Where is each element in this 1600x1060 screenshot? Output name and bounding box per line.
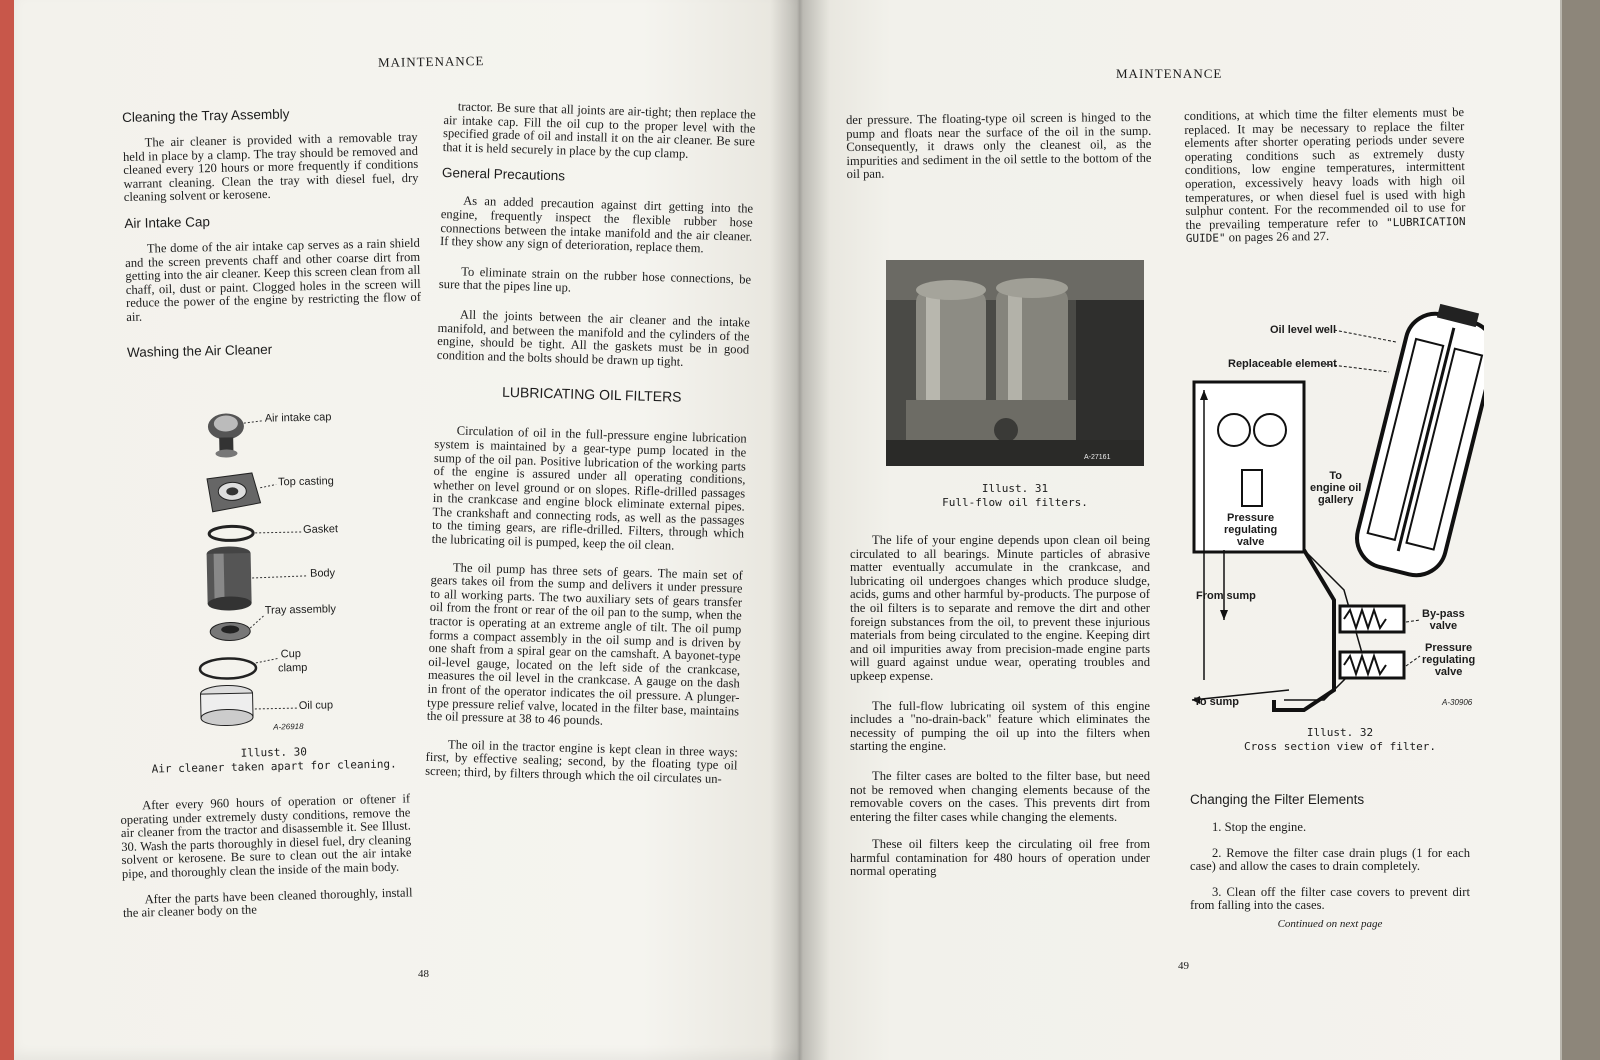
paragraph-tray <box>123 131 419 205</box>
paragraph-circulation: Circulation of oil in the full-pressure engine lubrication system is maintained by a gear-type pump located in the sump of the oil pan. Positive lubrication of the working parts of the engine is assured under all operating conditions, whether on level ground or on slopes. Rifle-drilled passages in the crankcase and engine block eliminate external pipes. The crankshaft and connecting rods, as well as the passages to the timing gears, are rifle-drilled. Filters, through which the lubricating oil is pumped, keep the oil clean. <box>431 423 747 553</box>
photo-full-flow-oil-filters <box>886 260 1144 466</box>
right-column-2-lower <box>1190 792 1470 930</box>
illustration-caption-text: Full-flow oil filters. <box>942 496 1088 509</box>
diagram-ref-number: A-30906 <box>1442 698 1473 707</box>
label-pressure-regulating-valve-lower <box>1422 642 1475 678</box>
paragraph-480-hours: These oil filters keep the circulating oil free from harmful contamination for 480 hours of operation under normal operating <box>850 837 1150 879</box>
section-heading-changing-filter-elements: Changing the Filter Elements <box>1190 792 1365 807</box>
label-line: To <box>1329 470 1342 482</box>
conditions-text: conditions, at which time the filter elements must be replaced. It may be necessary to replace the filter elements after shorter operating periods under severe operating conditions such as extremely dusty conditions, low engine temperatures, intermittent operation, excessively heavy loads with high oil temperatures, or when diesel fuel is used with high sulphur content. For the recommended oil to use for the prevailing temperature refer to <box>1183 105 1466 232</box>
paragraph-cap <box>125 237 422 325</box>
part-label-cup: Cup <box>280 647 302 661</box>
label-line: valve <box>1236 536 1265 548</box>
paragraph-text: The air cleaner is provided with a removable tray held in place by a clamp. The tray should be removed and cleaned every 120 hours or more frequently if conditions warrant cleaning. Clean the tray with diesel fuel, dry cleaning solvent or kerosene. <box>122 129 419 205</box>
label-line: valve <box>1429 620 1458 632</box>
pages-reference: on pages 26 and 27. <box>1228 229 1330 245</box>
page-header: MAINTENANCE <box>1116 66 1223 81</box>
part-label-clamp: clamp <box>277 661 308 675</box>
section-heading-lubricating-oil-filters: LUBRICATING OIL FILTERS <box>501 384 682 406</box>
paragraph-under-pressure: der pressure. The floating-type oil screen is hinged to the pump and floats near the surface of the oil in the sump. Consequently, it draws only the cleanest oil, as the impurities and sediment in the oil settle to the bottom of the oil pan. <box>845 109 1152 182</box>
paragraph-strain: To eliminate strain on the rubber hose connections, be sure that the pipes line up. <box>438 264 752 295</box>
part-label-tray-assembly: Tray assembly <box>264 603 337 617</box>
paragraph-tractor: tractor. Be sure that all joints are air-tight; then replace the air intake cap. Fill the oil cup to the proper level with the specified grade of oil and install it on the air cleaner. Be sure that it is held securely in place by the cup clamp. <box>442 99 756 161</box>
step-3: 3. Clean off the filter case covers to prevent dirt from falling into the cases. <box>1190 884 1470 913</box>
page-48 <box>14 0 800 1060</box>
page-number: 48 <box>418 968 429 980</box>
lubrication-guide-reference: "LUBRICATION GUIDE" <box>1185 214 1466 246</box>
part-label-body: Body <box>309 567 336 580</box>
step-2: 2. Remove the filter case drain plugs (1 for each case) and allow the cases to drain completely. <box>1190 845 1470 874</box>
illustration-caption-text: Air cleaner taken apart for cleaning. <box>151 757 397 776</box>
left-column-2 <box>425 100 756 798</box>
paragraph-after-cleaned: After the parts have been cleaned thoroughly, install the air cleaner body on the <box>122 884 413 921</box>
paragraph-text: The dome of the air intake cap serves as a rain shield and the screen prevents chaff and other coarse dirt from getting into the air cleaner. Keep this screen clean from all chaff, oil, dust or paint. Clogged holes in the screen will reduce the power of the engine by restricting the flow of air. <box>125 235 422 324</box>
paragraph-joints: All the joints between the air cleaner and the intake manifold, and between the manifold and the cylinders of the engine, should be tight. All the gaskets must be in good condition and the bolts should be drawn up tight. <box>436 307 751 369</box>
paragraph-oil-pump: The oil pump has three sets of gears. The main set of gears takes oil from the sump and delivers it under pressure to all working parts. The two auxiliary sets of gears transfer oil from the front or rear of the oil pan to the sump, when the tractor is operating at an extreme angle of tilt. The oil pump forms a compact assembly in the oil sump and is driven by one shaft from a spiral gear on the camshaft. A bayonet-type oil-level gauge, located on the left side of the crankcase, measures the oil level in the crankcase. A gauge on the dash in front of the operator indicates the oil pressure. A plunger-type pressure relief valve, located in the filter base, maintains the oil pressure at 38 to 46 pounds. <box>426 560 744 728</box>
illustration-number: Illust. 31 <box>981 482 1049 495</box>
air-cleaner-exploded-illustration <box>180 390 417 755</box>
left-column-1-lower <box>120 792 413 931</box>
booklet-right-edge <box>1556 0 1600 1060</box>
label-replaceable-element: Replaceable element <box>1228 358 1337 370</box>
part-label-oil-cup: Oil cup <box>298 699 334 713</box>
label-by-pass-valve <box>1422 608 1465 632</box>
label-from-sump: From sump <box>1196 590 1256 602</box>
section-heading-washing: Washing the Air Cleaner <box>126 341 273 360</box>
paragraph-life-of-engine: The life of your engine depends upon clean oil being circulated to all bearings. Minute particles of abrasive matter eventually accumulate in the crankcase, and lubricating oil undergoes changes which produce sludge, acids, gums and other harmful by-products. The purpose of the oil filters is to separate and remove the dirt and other foreign substances from the oil, to prevent these injurious materials from being circulated to the engine. Keeping dirt and oil impurities away from precision-made engine parts will guard against undue wear, operating troubles and upkeep expense. <box>850 533 1150 683</box>
section-heading-air-intake-cap: Air Intake Cap <box>124 214 211 231</box>
paragraph-filter-cases: The filter cases are bolted to the filter base, but need not be removed when changing elements because of the removable covers on the cases. This prevents dirt from entering the filter cases while changing the elements. <box>850 768 1150 824</box>
illustration-caption-text: Cross section view of filter. <box>1243 740 1437 753</box>
illustration-32-caption <box>1200 726 1480 754</box>
right-column-1-top <box>846 111 1152 193</box>
illustration-ref-number: A-26918 <box>273 721 304 732</box>
illustration-number: Illust. 32 <box>1306 726 1374 739</box>
label-line: Pressure <box>1425 642 1473 654</box>
right-column-1-lower <box>850 534 1150 890</box>
label-oil-level-well: Oil level well <box>1270 324 1337 336</box>
label-line: regulating <box>1422 654 1476 666</box>
paragraph-precaution: As an added precaution against dirt getting into the engine, frequently inspect the flexible rubber hose connections between the intake manifold and the air cleaner. If they show any sign of deterioration, replace them. <box>439 193 754 256</box>
section-heading-general-precautions: General Precautions <box>441 165 566 184</box>
part-label-gasket: Gasket <box>302 523 339 536</box>
label-to-sump: To sump <box>1194 696 1240 708</box>
section-heading-tray: Cleaning the Tray Assembly <box>122 106 290 125</box>
label-line: engine oil <box>1310 482 1362 494</box>
paragraph-full-flow: The full-flow lubricating oil system of this engine includes a "no-drain-back" feature which eliminates the necessity of pumping the oil up into the filters when starting the engine. <box>850 698 1150 754</box>
continued-note: Continued on next page <box>1277 917 1383 930</box>
label-to-engine-oil-gallery <box>1310 470 1361 506</box>
left-column-1 <box>122 104 422 360</box>
photo-ref-number: A-27161 <box>1084 454 1111 461</box>
label-line: gallery <box>1317 494 1354 506</box>
illustration-30-caption <box>134 743 415 777</box>
step-1: 1. Stop the engine. <box>1212 820 1307 834</box>
illustration-number: Illust. 30 <box>240 745 308 760</box>
page-number: 49 <box>1178 960 1189 972</box>
oil-filters-photo-rendering <box>886 260 1144 466</box>
label-line: valve <box>1434 666 1463 678</box>
label-line: By-pass <box>1422 608 1465 620</box>
book-spine-shadow <box>770 0 830 1060</box>
right-column-2-top <box>1184 106 1466 257</box>
label-line: Pressure <box>1227 512 1275 524</box>
label-pressure-regulating-valve-upper <box>1224 512 1277 548</box>
paragraph-conditions <box>1184 106 1466 246</box>
part-label-air-intake-cap: Air intake cap <box>264 411 332 425</box>
paragraph-clean-three-ways: The oil in the tractor engine is kept clean in three ways: first, by effective sealing; second, by the floating type oil screen; third, by filters through which the oil circulates un- <box>425 737 739 786</box>
illustration-31-caption <box>886 482 1144 510</box>
page-49 <box>800 0 1560 1060</box>
filter-cross-section-diagram <box>1184 300 1484 720</box>
label-line: regulating <box>1224 524 1278 536</box>
paragraph-after-960-hours: After every 960 hours of operation or oftener if operating under extremely dusty conditions, remove the air cleaner from the tractor and disassemble it. See Illust. 30. Wash the parts thoroughly in diesel fuel, dry cleaning solvent or kerosene. Be sure to clean out the air intake pipe, and thoroughly clean the inside of the main body. <box>120 791 412 881</box>
page-header: MAINTENANCE <box>377 53 485 70</box>
part-label-top-casting: Top casting <box>277 475 334 489</box>
